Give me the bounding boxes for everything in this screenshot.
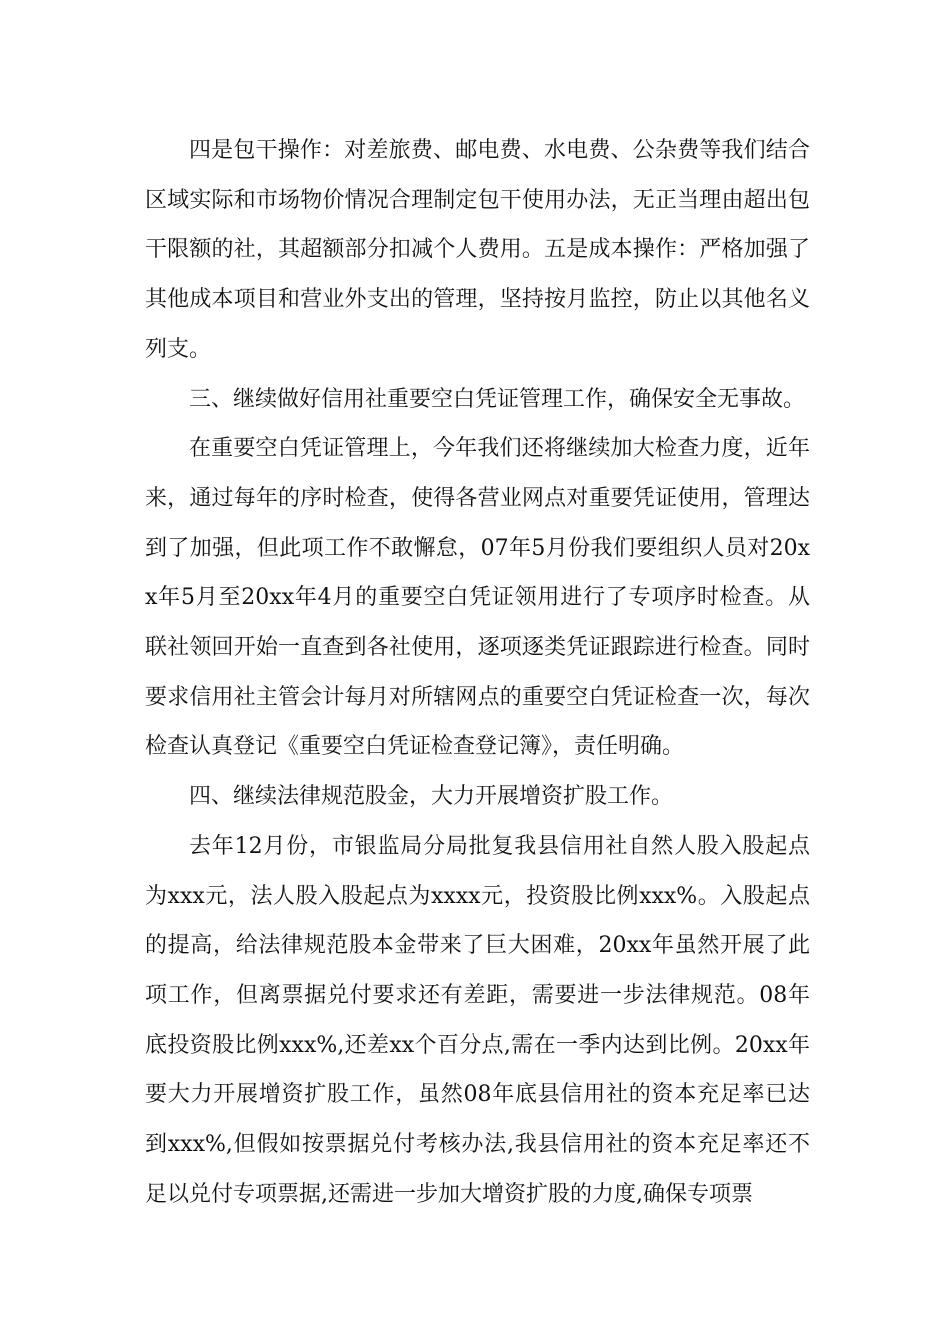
paragraph-capital-increase: 去年12月份，市银监局分局批复我县信用社自然人股入股起点为xxx元，法人股入股起点为xxxx元，投资股比例xxx%。入股起点的提高，给法律规范股本金带来了巨大困难，20xx年虽然开展了此项工作，但离票据兑付要求还有差距，需要进一步法律规范。08年底投资股比例xxx%,还差xx个百分点,需在一季内达到比例。20xx年要大力开展增资扩股工作，虽然08年底县信用社的资本充足率已达到xxx%,但假如按票据兑付考核办法,我县信用社的资本充足率还不足以兑付专项票据,还需进一步加大增资扩股的力度,确保专项票: [145, 833, 810, 1207]
section-heading-blank-voucher-management: 三、继续做好信用社重要空白凭证管理工作，确保安全无事故。: [189, 386, 806, 412]
document-body: [145, 126, 810, 1219]
paragraph-contract-and-cost-operation: 四是包干操作：对差旅费、邮电费、水电费、公杂费等我们结合区域实际和市场物价情况合理制定包干使用办法，无正当理由超出包干限额的社，其超额部分扣减个人费用。五是成本操作：严格加强了其他成本项目和营业外支出的管理，坚持按月监控，防止以其他名义列支。: [145, 138, 810, 362]
section-heading-share-capital: 四、继续法律规范股金，大力开展增资扩股工作。: [189, 784, 674, 810]
paragraph-voucher-inspection: 在重要空白凭证管理上，今年我们还将继续加大检查力度，近年来，通过每年的序时检查，使得各营业网点对重要凭证使用，管理达到了加强，但此项工作不敢懈怠，07年5月份我们要组织人员对20xx年5月至20xx年4月的重要空白凭证领用进行了专项序时检查。从联社领回开始一直查到各社使用，逐项逐类凭证跟踪进行检查。同时要求信用社主管会计每月对所辖网点的重要空白凭证检查一次，每次检查认真登记《重要空白凭证检查登记簿》，责任明确。: [145, 436, 810, 760]
